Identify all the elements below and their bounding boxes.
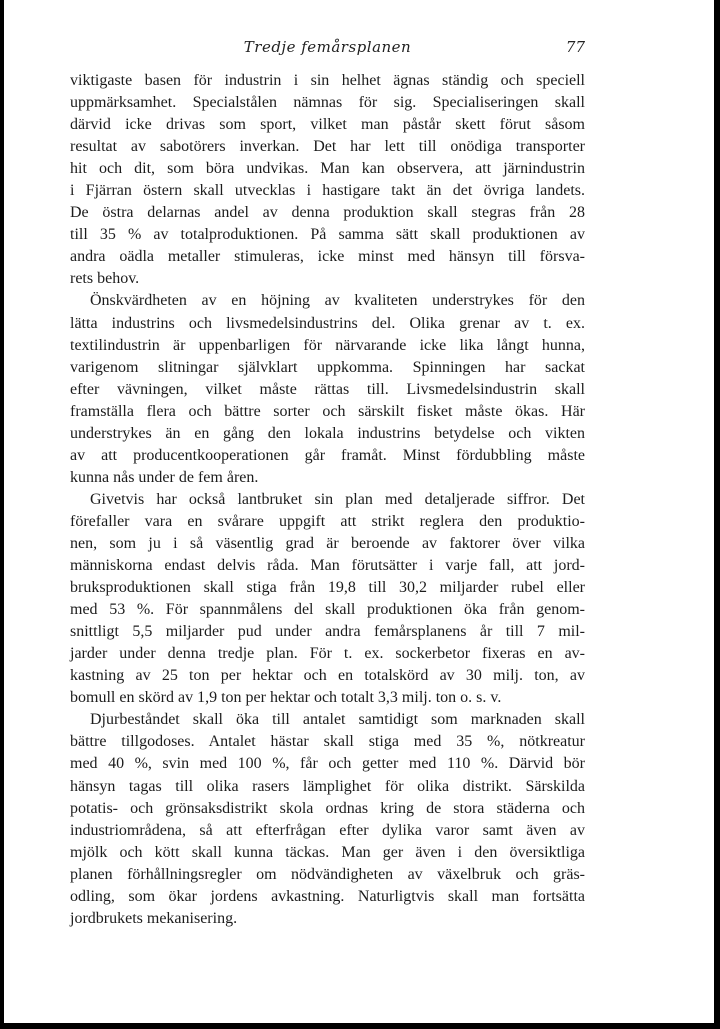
text-line: Önskvärdheten av en höjning av kvaliteten understrykes för den xyxy=(90,292,585,310)
text-line: av att producentkooperationen går framåt. Minst fördubbling måste xyxy=(70,446,585,464)
text-line: förefaller vara en svårare uppgift att strikt reglera den produktio- xyxy=(70,512,585,530)
text-line: efter vävningen, vilket måste rättas till. Livsmedelsindustrin skall xyxy=(70,380,585,398)
paragraph xyxy=(70,709,585,929)
text-line: bättre tillgodoses. Antalet hästar skall stiga med 35 %, nötkreatur xyxy=(70,733,585,751)
text-line: därvid icke drivas som sport, vilket man påstår skett förut såsom xyxy=(70,116,585,134)
text-line: bruksproduktionen skall stiga från 19,8 till 30,2 miljarder rubel eller xyxy=(70,579,585,597)
text-line: potatis- och grönsaksdistrikt skola ordnas kring de stora städerna och xyxy=(70,799,585,817)
text-line: lätta industrins och livsmedelsindustrins del. Olika grenar av t. ex. xyxy=(70,314,585,332)
text-line: planen förhållningsregler om nödvändigheten av växelbruk och gräs- xyxy=(70,865,585,883)
paragraph xyxy=(70,290,585,488)
text-line: odling, som ökar jordens avkastning. Naturligtvis skall man fortsätta xyxy=(70,887,585,905)
text-line: framställa flera och bättre sorter och särskilt fisket måste ökas. Här xyxy=(70,402,585,420)
text-line: resultat av sabotörers inverkan. Det har lett till onödiga transporter xyxy=(70,138,585,156)
text-line: nen, som ju i så väsentlig grad är beroende av faktorer över vilka xyxy=(70,534,585,552)
text-line: jordbrukets mekanisering. xyxy=(70,909,238,927)
text-line: industriområdena, så att efterfrågan efter dylika varor samt även av xyxy=(70,821,585,839)
text-line: Djurbeståndet skall öka till antalet samtidigt som marknaden skall xyxy=(90,711,585,729)
text-line: uppmärksamhet. Specialstålen nämnas för sig. Specialiseringen skall xyxy=(70,94,585,112)
text-line: De östra delarnas andel av denna produktion skall stegras från 28 xyxy=(70,204,585,222)
text-line: jarder under denna tredje plan. För t. ex. sockerbetor fixeras en av- xyxy=(70,645,585,663)
text-line: till 35 % av totalproduktionen. På samma sätt skall produktionen av xyxy=(70,226,585,244)
running-title: Tredje femårsplanen xyxy=(243,38,412,56)
text-line: med 40 %, svin med 100 %, får och getter med 110 %. Därvid bör xyxy=(70,755,585,773)
text-line: med 53 %. För spannmålens del skall produktionen öka från genom- xyxy=(70,601,585,619)
text-line: människorna endast delvis råda. Man förutsätter i varje fall, att jord- xyxy=(70,557,585,575)
text-line: Givetvis har också lantbruket sin plan med detaljerade siffror. Det xyxy=(90,490,585,508)
text-line: hänsyn tagas till olika rasers lämplighet för olika distrikt. Särskilda xyxy=(70,777,585,795)
book-page xyxy=(4,0,714,1023)
paragraph xyxy=(70,70,585,290)
page-number: 77 xyxy=(565,38,585,56)
text-line: kunna nås under de fem åren. xyxy=(70,468,259,486)
text-line: bomull en skörd av 1,9 ton per hektar och totalt 3,3 milj. ton o. s. v. xyxy=(70,689,502,707)
page-header xyxy=(70,38,585,60)
text-line: viktigaste basen för industrin i sin helhet ägnas ständig och speciell xyxy=(70,72,585,89)
text-line: kastning av 25 ton per hektar och en totalskörd av 30 milj. ton, av xyxy=(70,667,585,685)
text-line: varigenom slitningar självklart uppkomma. Spinningen har sackat xyxy=(70,358,585,376)
paragraph xyxy=(70,489,585,709)
text-line: textilindustrin är uppenbarligen för närvarande icke lika långt hunna, xyxy=(70,336,585,354)
text-line: andra oädla metaller stimuleras, icke minst med hänsyn till försva- xyxy=(70,248,585,266)
text-line: understrykes än en gång den lokala industrins betydelse och vikten xyxy=(70,424,585,442)
body-text xyxy=(70,70,585,930)
text-line: hit och dit, som böra undvikas. Man kan observera, att järnindustrin xyxy=(70,160,585,178)
text-line: snittligt 5,5 miljarder pud under andra femårsplanens år till 7 mil- xyxy=(70,623,585,641)
text-line: i Fjärran östern skall utvecklas i hastigare takt än det övriga landets. xyxy=(70,182,585,200)
text-line: rets behov. xyxy=(70,270,140,288)
text-line: mjölk och kött skall kunna täckas. Man ger även i den översiktliga xyxy=(70,843,585,861)
